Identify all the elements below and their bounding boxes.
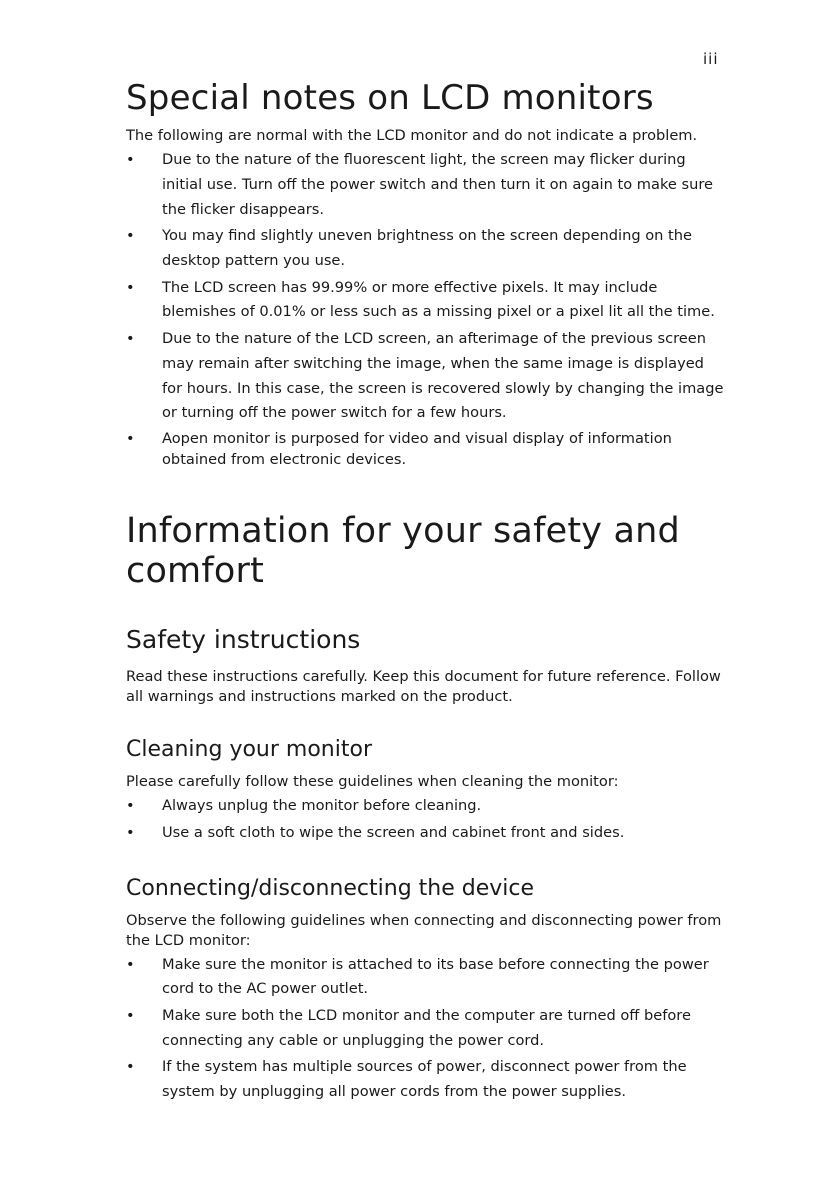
bullet-icon: • — [126, 227, 135, 245]
cleaning-intro: Please carefully follow these guidelines when cleaning the monitor: — [126, 773, 619, 791]
lcd-notes-intro: The following are normal with the LCD monitor and do not indicate a problem. — [126, 127, 698, 144]
list-item-text: Always unplug the monitor before cleaning. — [162, 797, 482, 815]
list-item — [126, 276, 726, 326]
bullet-icon: • — [126, 1006, 135, 1024]
list-item — [126, 794, 726, 819]
list-item — [126, 224, 726, 274]
list-item — [126, 953, 726, 1003]
bullet-icon: • — [126, 1058, 135, 1076]
page-number: iii — [703, 50, 719, 68]
list-item — [126, 1055, 726, 1105]
list-item-text: Make sure both the LCD monitor and the computer are turned off before connecting any cable or unplugging the power cord. — [162, 1006, 691, 1049]
cleaning-heading: Cleaning your monitor — [126, 737, 372, 763]
bullet-icon: • — [126, 955, 135, 973]
connecting-intro: Observe the following guidelines when connecting and disconnecting power from the LCD monitor: — [126, 911, 722, 949]
list-item-text: The LCD screen has 99.99% or more effective pixels. It may include blemishes of 0.01% or less such as a missing pixel or a pixel lit all the time. — [162, 278, 715, 321]
bullet-icon: • — [126, 430, 135, 448]
cleaning-list — [126, 794, 726, 845]
list-item — [126, 148, 726, 222]
list-item-text: Make sure the monitor is attached to its base before connecting the power cord to the AC power outlet. — [162, 955, 709, 998]
list-item-text: Due to the nature of the LCD screen, an afterimage of the previous screen may remain after switching the image, when the same image is displayed for hours. In this case, the screen is recovered slowly by changing the image or turning off the power switch for a few hours. — [162, 329, 724, 422]
list-item-text: If the system has multiple sources of power, disconnect power from the system by unplugging all power cords from the power supplies. — [162, 1058, 687, 1101]
lcd-notes-title: Special notes on LCD monitors — [126, 78, 654, 118]
connecting-list — [126, 953, 726, 1105]
list-item — [126, 429, 726, 470]
list-item-text: Aopen monitor is purposed for video and visual display of information obtained from electronic devices. — [162, 430, 672, 468]
connecting-heading: Connecting/disconnecting the device — [126, 875, 535, 901]
bullet-icon: • — [126, 151, 135, 168]
safety-comfort-title: Information for your safety and comfort — [126, 511, 680, 592]
list-item-text: You may find slightly uneven brightness on the screen depending on the desktop pattern you use. — [162, 227, 692, 269]
lcd-notes-list — [126, 148, 726, 470]
safety-instructions-body: Read these instructions carefully. Keep this document for future reference. Follow all warnings and instructions marked on the product. — [126, 668, 721, 706]
bullet-icon: • — [126, 329, 135, 347]
bullet-icon: • — [126, 797, 135, 815]
list-item — [126, 821, 726, 846]
list-item — [126, 327, 726, 426]
list-item-text: Use a soft cloth to wipe the screen and cabinet front and sides. — [162, 823, 625, 841]
bullet-icon: • — [126, 823, 135, 841]
list-item — [126, 1004, 726, 1054]
safety-instructions-heading: Safety instructions — [126, 625, 361, 655]
page-content — [126, 78, 726, 1107]
bullet-icon: • — [126, 278, 135, 296]
list-item-text: Due to the nature of the fluorescent light, the screen may flicker during initial use. Turn off the power switch and then turn it on again to make sure the flicker disappears. — [162, 151, 714, 218]
